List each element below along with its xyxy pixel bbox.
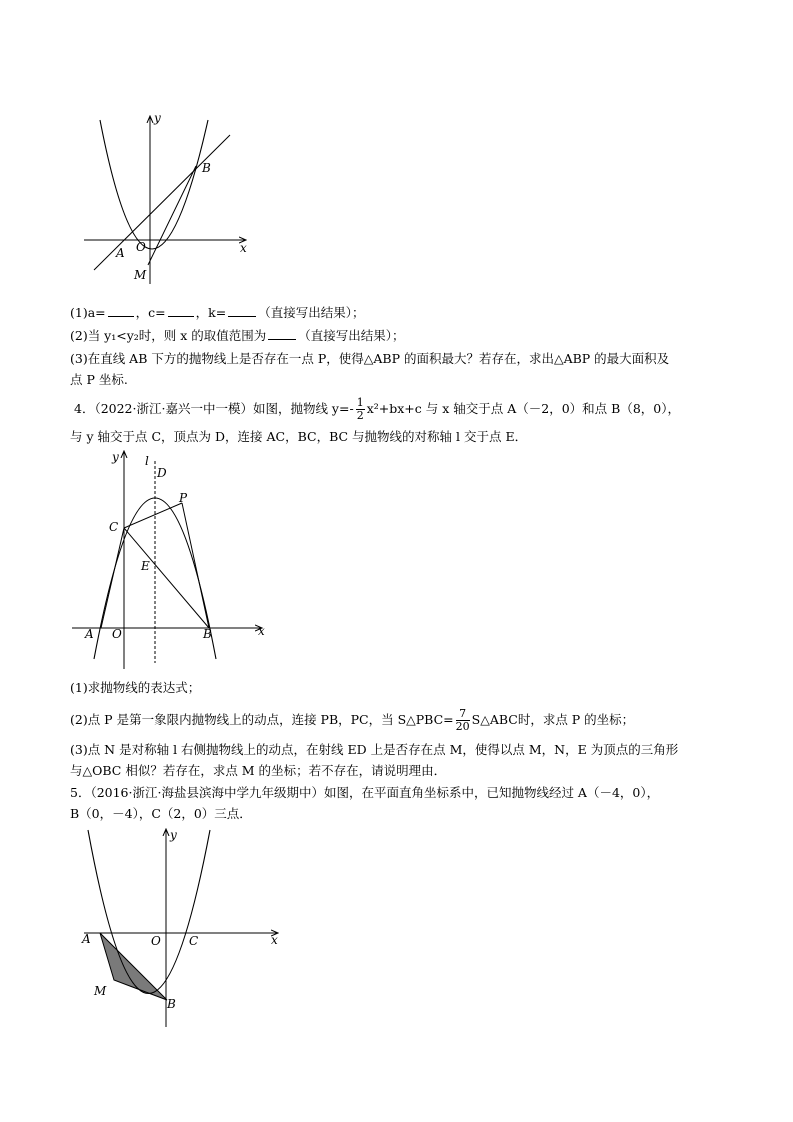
q4-part3-line2: 与△OBC 相似？若存在，求点 M 的坐标；若不存在，请说明理由． (70, 763, 447, 778)
q5-label-y: y (170, 828, 177, 842)
q5-label-x: x (271, 933, 278, 947)
q4-label-l: l (145, 454, 149, 468)
q4-fraction: $\frac{1}{2}$ (356, 396, 364, 422)
q3-parabola (100, 120, 208, 249)
q3-label-b: B (202, 161, 211, 175)
q4-part1: (1)求抛物线的表达式； (70, 680, 201, 695)
q4-stem-line2: 与 y 轴交于点 C，顶点为 D，连接 AC，BC，BC 与抛物线的对称轴 l 交于点 E． (70, 429, 528, 444)
q5-figure (70, 825, 290, 1030)
q5-label-m: M (94, 984, 107, 998)
q5-stem-line1: 5．（2016·浙江·海盐县滨海中学九年级期中）如图，在平面直角坐标系中，已知抛物线经过 A（－4，0）， (70, 785, 660, 800)
q4-label-b: B (203, 627, 212, 641)
q4-part2-fraction: $\frac{7}{20}$ (455, 707, 470, 733)
q3-label-y: y (154, 111, 161, 125)
q3-part3-line2: 点 P 坐标. (70, 372, 128, 387)
q4-label-c: C (109, 520, 119, 534)
q5-stem-line2: B（0，－4），C（2，0）三点． (70, 806, 252, 821)
q4-label-p: P (179, 491, 188, 505)
q3-part1: (1)a= ，c= ，k= （直接写出结果）； (70, 305, 365, 320)
q3-label-a: A (116, 246, 125, 260)
q4-label-a: A (85, 627, 94, 641)
q5-label-o: O (151, 934, 161, 948)
q4-segment-pb (182, 503, 209, 628)
q4-part2: (2)点 P 是第一象限内抛物线上的动点，连接 PB，PC，当 S△PBC= $\frac{7}{20}$ S△ABC时，求点 P 的坐标； (70, 707, 635, 733)
q4-label-o: O (112, 627, 122, 641)
q4-segment-cp (124, 503, 182, 528)
q3-figure (78, 108, 258, 288)
q3-label-o: O (136, 240, 146, 254)
q4-stem-line1: 4．（2022·浙江·嘉兴一中一模）如图，抛物线 y=- $\frac{1}{2}$ x²+bx+c 与 x 轴交于点 A（－2，0）和点 B（8，0）， (74, 396, 680, 422)
q3-label-m: M (134, 268, 147, 282)
q5-parabola (88, 830, 210, 994)
q3-segment-mb (148, 166, 196, 265)
q5-label-a: A (82, 932, 91, 946)
q5-label-b: B (167, 997, 176, 1011)
q4-segment-cb (124, 528, 209, 628)
q4-part3-line1: (3)点 N 是对称轴 l 右侧抛物线上的动点，在射线 ED 上是否存在点 M，使得以点 M，N，E 为顶点的三角形 (70, 742, 679, 757)
q4-label-e: E (141, 559, 150, 573)
q3-part3-line1: (3)在直线 AB 下方的抛物线上是否存在一点 P，使得△ABP 的面积最大？若存在，求出△ABP 的最大面积及 (70, 351, 670, 366)
q4-label-y: y (112, 450, 119, 464)
q3-label-x: x (240, 241, 247, 255)
q4-figure (70, 447, 270, 672)
q3-part2: (2)当 y₁<y₂时，则 x 的取值范围为 （直接写出结果）； (70, 328, 405, 343)
q5-label-c: C (189, 934, 199, 948)
q4-label-d: D (157, 466, 167, 480)
q4-segment-ac (101, 528, 124, 628)
q3-line-ab (94, 135, 230, 270)
q4-label-x: x (258, 624, 265, 638)
